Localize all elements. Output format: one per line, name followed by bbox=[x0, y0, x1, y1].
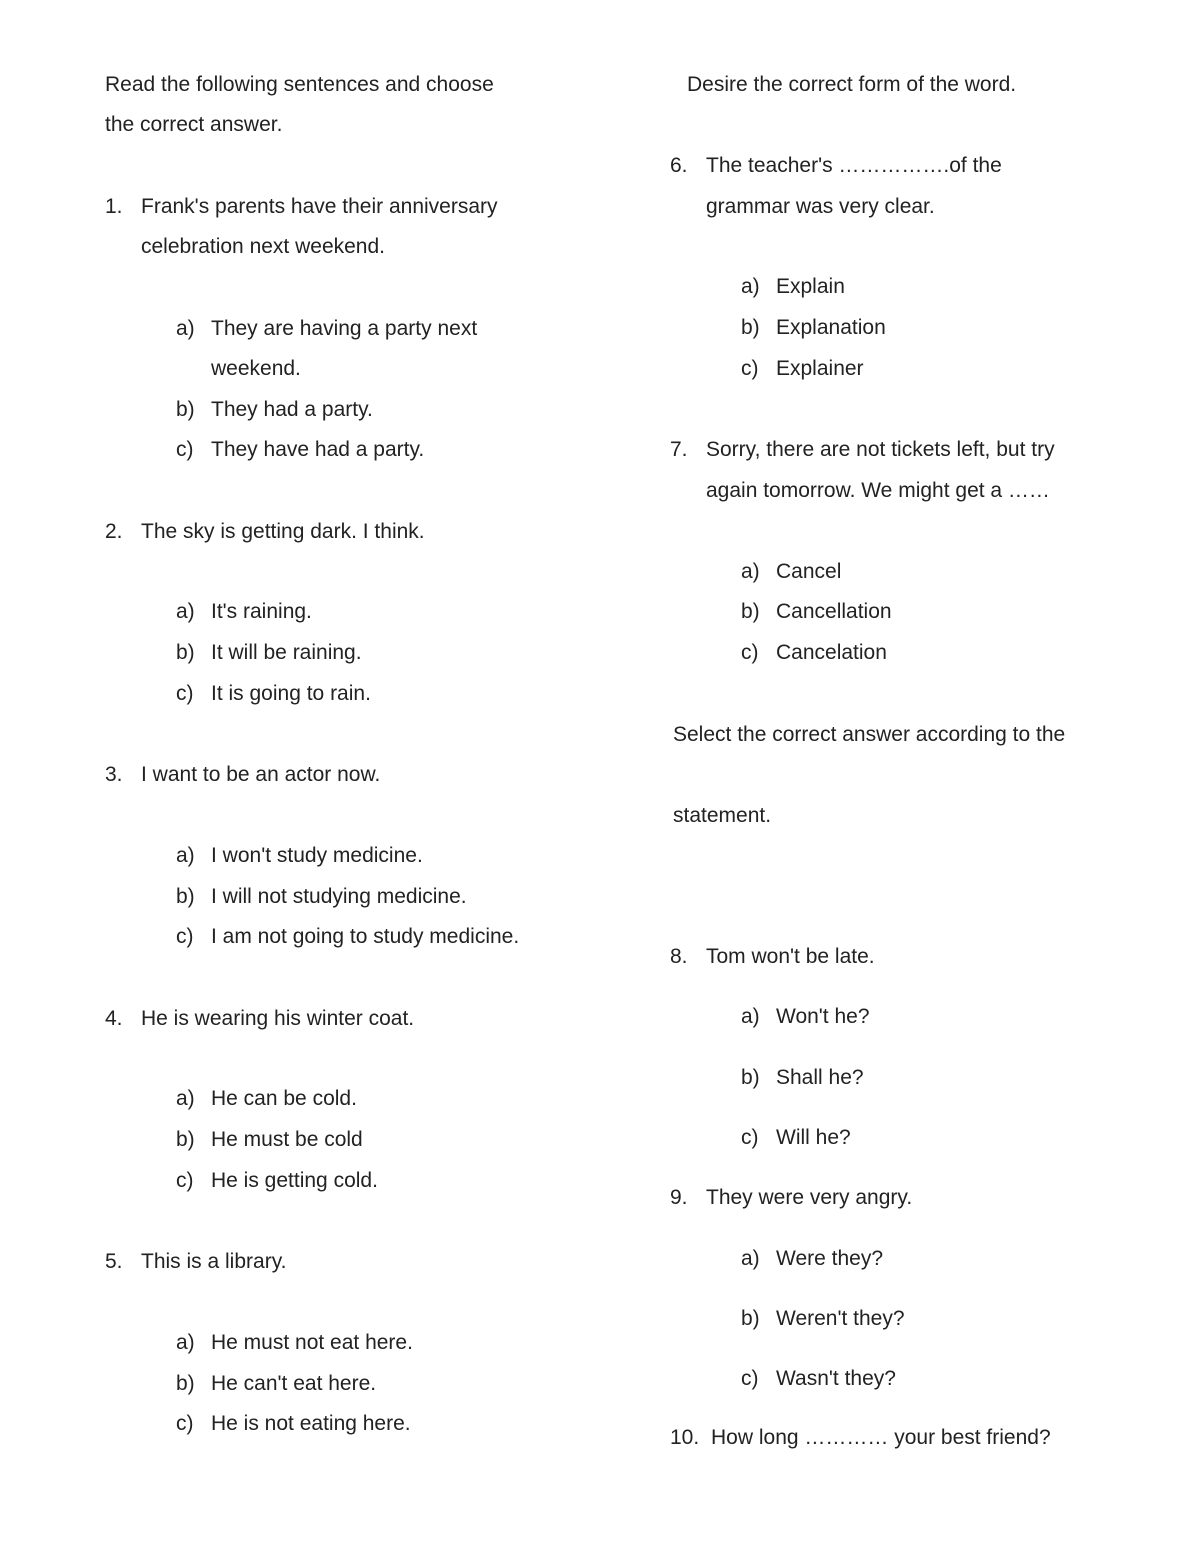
option-letter: c) bbox=[741, 357, 759, 380]
option-letter: b) bbox=[176, 398, 195, 421]
question-number: 9. bbox=[670, 1186, 688, 1209]
option-letter: c) bbox=[176, 438, 194, 461]
option-text: Explain bbox=[776, 275, 845, 298]
option-text: Weren't they? bbox=[776, 1307, 905, 1330]
option-letter: b) bbox=[741, 1066, 760, 1089]
option-letter: c) bbox=[741, 1126, 759, 1149]
option-letter: a) bbox=[176, 844, 195, 867]
question-stem: grammar was very clear. bbox=[706, 195, 935, 218]
option-text: Won't he? bbox=[776, 1005, 870, 1028]
right-instruction-1: Desire the correct form of the word. bbox=[687, 73, 1017, 96]
question-number: 5. bbox=[105, 1250, 123, 1273]
option-letter: b) bbox=[741, 1307, 760, 1330]
option-letter: a) bbox=[176, 1087, 195, 1110]
option-text: Cancellation bbox=[776, 600, 892, 623]
option-text: weekend. bbox=[211, 357, 301, 380]
option-text: Cancel bbox=[776, 560, 842, 583]
option-letter: c) bbox=[176, 1412, 194, 1435]
option-text: He must not eat here. bbox=[211, 1331, 413, 1354]
option-letter: b) bbox=[176, 641, 195, 664]
option-text: They have had a party. bbox=[211, 438, 425, 461]
option-text: Explanation bbox=[776, 316, 886, 339]
option-letter: b) bbox=[176, 885, 195, 908]
option-letter: c) bbox=[176, 925, 194, 948]
option-letter: a) bbox=[176, 1331, 195, 1354]
option-text: Explainer bbox=[776, 357, 864, 380]
option-text: I won't study medicine. bbox=[211, 844, 423, 867]
option-letter: c) bbox=[741, 641, 759, 664]
option-text: Were they? bbox=[776, 1247, 883, 1270]
option-letter: c) bbox=[741, 1367, 759, 1390]
option-letter: a) bbox=[741, 1247, 760, 1270]
question-stem: How long ………… your best friend? bbox=[711, 1426, 1051, 1449]
option-letter: a) bbox=[176, 600, 195, 623]
option-letter: c) bbox=[176, 1169, 194, 1192]
option-text: He is getting cold. bbox=[211, 1169, 378, 1192]
question-stem: celebration next weekend. bbox=[141, 235, 385, 258]
option-text: Shall he? bbox=[776, 1066, 864, 1089]
option-text: They had a party. bbox=[211, 398, 373, 421]
option-letter: b) bbox=[176, 1128, 195, 1151]
question-stem: The sky is getting dark. I think. bbox=[141, 520, 425, 543]
question-number: 1. bbox=[105, 195, 123, 218]
option-letter: b) bbox=[741, 600, 760, 623]
question-stem: Sorry, there are not tickets left, but try bbox=[706, 438, 1055, 461]
right-instruction-2-line-1: Select the correct answer according to the bbox=[673, 723, 1066, 746]
question-stem: I want to be an actor now. bbox=[141, 763, 381, 786]
question-number: 10. bbox=[670, 1426, 700, 1449]
option-text: They are having a party next bbox=[211, 317, 478, 340]
option-text: He can be cold. bbox=[211, 1087, 357, 1110]
option-text: I am not going to study medicine. bbox=[211, 925, 520, 948]
question-stem: They were very angry. bbox=[706, 1186, 913, 1209]
question-number: 8. bbox=[670, 945, 688, 968]
option-text: I will not studying medicine. bbox=[211, 885, 467, 908]
option-text: He can't eat here. bbox=[211, 1372, 377, 1395]
question-stem: This is a library. bbox=[141, 1250, 287, 1273]
question-number: 3. bbox=[105, 763, 123, 786]
option-letter: a) bbox=[741, 1005, 760, 1028]
left-instruction-line-1: Read the following sentences and choose bbox=[105, 73, 494, 96]
option-text: It will be raining. bbox=[211, 641, 362, 664]
question-stem: He is wearing his winter coat. bbox=[141, 1007, 415, 1030]
option-text: It is going to rain. bbox=[211, 682, 371, 705]
option-letter: a) bbox=[741, 275, 760, 298]
option-letter: c) bbox=[176, 682, 194, 705]
left-instruction-line-2: the correct answer. bbox=[105, 113, 283, 136]
option-letter: b) bbox=[176, 1372, 195, 1395]
option-text: Will he? bbox=[776, 1126, 851, 1149]
option-letter: b) bbox=[741, 316, 760, 339]
right-instruction-2-line-2: statement. bbox=[673, 804, 772, 827]
question-stem: again tomorrow. We might get a …… bbox=[706, 479, 1050, 502]
question-number: 4. bbox=[105, 1007, 123, 1030]
option-letter: a) bbox=[176, 317, 195, 340]
option-text: Wasn't they? bbox=[776, 1367, 896, 1390]
question-stem: The teacher's …………….of the bbox=[706, 154, 1002, 177]
question-stem: Tom won't be late. bbox=[706, 945, 875, 968]
option-text: He must be cold bbox=[211, 1128, 363, 1151]
question-number: 6. bbox=[670, 154, 688, 177]
option-letter: a) bbox=[741, 560, 760, 583]
question-number: 7. bbox=[670, 438, 688, 461]
option-text: He is not eating here. bbox=[211, 1412, 411, 1435]
question-stem: Frank's parents have their anniversary bbox=[141, 195, 498, 218]
question-number: 2. bbox=[105, 520, 123, 543]
option-text: It's raining. bbox=[211, 600, 312, 623]
option-text: Cancelation bbox=[776, 641, 887, 664]
